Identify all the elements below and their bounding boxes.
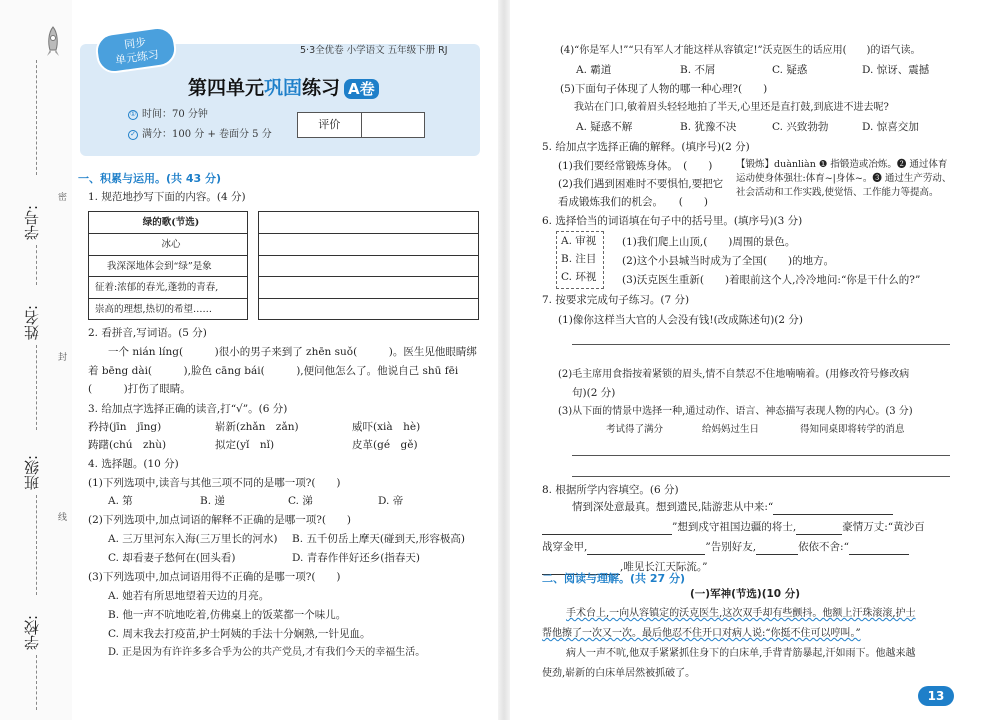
word-bank [556,231,604,289]
reading-choice[interactable]: 踌躇(chú zhù) [88,439,167,451]
poem-table [88,211,248,320]
reading-title: (一)军神(节选)(10 分) [690,588,801,600]
sub-question: (1)下列选项中,读音与其他三项不同的是哪一项?( ) [88,477,341,489]
clock-icon: ① [129,109,137,118]
time-limit: ① 时间：70 分钟 [129,109,208,120]
copy-writing-grid[interactable] [258,211,479,320]
poem-author: 冰心 [89,234,247,256]
sub-question: (2)毛主席用食指按着紧锁的眉头,情不自禁忍不住地喃喃着。(用修改符号修改病 [558,369,910,380]
question-6: 6. 选择恰当的词语填在句子中的括号里。(填序号)(3 分) [542,215,803,227]
pinyin-line: 一个 nián líng( )很小的男子来到了 zhēn suǒ( )。医生见他眼睛绑 [108,346,477,358]
fill-line: 战穿金甲, ”告别好友, 依依不舍:“ [542,540,909,555]
volume-badge: A卷 [344,79,379,99]
section-heading: 二、阅读与理解。(共 27 分) [542,572,686,585]
sync-logo: 同步 单元练习 [94,25,179,76]
page-gutter [498,0,510,720]
answer-line[interactable] [572,344,950,345]
word-option: C. 环视 [561,271,597,284]
option[interactable]: D. 惊喜交加 [862,121,919,133]
option[interactable]: A. 疑惑不解 [576,121,633,133]
school-label: 学校: [23,614,41,650]
option[interactable]: D. 惊讶、震撼 [862,64,930,76]
option[interactable]: C. 周末我去打疫苗,护士阿姨的手法十分娴熟,一针见血。 [108,628,371,640]
poem-line: 征着:浓郁的春光,蓬勃的青春, [89,277,247,299]
page-title: 第四单元巩固练习 A卷 [188,76,379,102]
reading-choice[interactable]: 拟定(yǐ nǐ) [215,439,275,451]
fill-line: ”想到戍守祖国边疆的将士, 豪情万丈:“黄沙百 [542,520,925,535]
reading-paragraph: 手术台上,一向从容镇定的沃克医生,这次双手却有些颤抖。他额上汗珠滚滚,护士 [566,608,916,619]
fold-mark: 密 [58,193,68,203]
reading-paragraph: 使劲,崭新的白床单居然被抓破了。 [542,668,696,679]
option[interactable]: D. 帝 [378,495,404,507]
poem-title: 绿的歌(节选) [89,212,247,234]
pinyin-line: 着 bēng dài( ),脸色 cāng bái( ),便问他怎么了。他说自己 shū fēi [88,365,459,377]
answer-line[interactable] [572,455,950,456]
option[interactable]: C. 却看妻子愁何在(回头看) [108,552,236,564]
eval-field[interactable] [362,113,425,137]
reading-choice[interactable]: 崭新(zhǎn zǎn) [215,421,299,433]
sub-question: (2)下列选项中,加点词语的解释不正确的是哪一项?( ) [88,514,352,526]
student-no-label: 学号: [23,204,41,240]
option[interactable]: B. 他一声不吭地吃着,仿佛桌上的饭菜都一个味儿。 [108,609,347,621]
question-1: 1. 规范地抄写下面的内容。(4 分) [88,191,246,203]
answer-line[interactable] [572,476,950,477]
fill-sentence: (3)沃克医生重新( )着眼前这个人,冷冷地问:“你是干什么的?” [622,274,921,286]
q5-line: (1)我们要经常锻炼身体。 ( ) [558,160,713,172]
reading-choice[interactable]: 矜持(jīn jīng) [88,421,162,433]
option[interactable]: A. 她若有所思地望着天边的月亮。 [108,590,270,602]
fill-sentence: (1)我们爬上山顶,( )周围的景色。 [622,236,796,248]
q5-line: (2)我们遇到困难时不要惧怕,要把它 [558,178,724,190]
fill-line: ,唯见长江天际流。” [542,560,707,575]
fold-mark: 封 [58,353,68,363]
reading-choice[interactable]: 威吓(xià hè) [352,421,421,433]
fold-mark: 线 [58,513,68,523]
option[interactable]: B. 递 [200,495,225,507]
poem-line: 崇高的理想,热切的希望…… [95,304,213,316]
scene-option[interactable]: 得知同桌即将转学的消息 [800,424,905,435]
question-2: 2. 看拼音,写词语。(5 分) [88,327,207,339]
scene-option[interactable]: 给妈妈过生日 [702,424,760,435]
word-option: A. 审视 [561,235,597,247]
eval-label: 评价 [298,113,362,137]
option[interactable]: D. 正是因为有许许多多合乎为公的共产党员,才有我们今天的幸福生活。 [108,647,426,658]
option[interactable]: B. 不屑 [680,64,716,76]
scene-option[interactable]: 考试得了满分 [606,424,664,435]
check-icon: ✓ [128,130,138,140]
name-label: 姓名: [23,304,41,340]
question-8: 8. 根据所学内容填空。(6 分) [542,484,679,496]
dictionary-note: 【锻炼】duànliàn ❶ 指锻造或冶炼。❷ 通过体育运动使身体强壮:体育~|身体~。❸ 通过生产劳动、社会活动和工作实践,使觉悟、工作能力等提高。 [736,159,952,198]
sub-question: (5)下面句子体现了人物的哪一种心理?( ) [560,83,768,95]
poem-line: 我深深地体会到“绿”是象 [89,256,247,278]
sub-question: (4)“你是军人!”“只有军人才能这样从容镇定!”沃克医生的话应用( )的语气读。 [560,45,921,56]
sub-question: 句)(2 分) [572,387,616,399]
option[interactable]: C. 兴致勃勃 [772,121,829,133]
binding-strip [0,0,72,720]
option[interactable]: C. 疑惑 [772,64,808,76]
fill-sentence: (2)这个小县城当时成为了全国( )的地方。 [622,255,835,267]
reading-choice[interactable]: 皮革(gé gě) [352,439,418,451]
question-3: 3. 给加点字选择正确的读音,打“√”。(6 分) [88,403,288,415]
reading-paragraph: 帮他擦了一次又一次。最后他忍不住开口对病人说:“你挺不住可以哼叫。” [542,628,861,639]
option[interactable]: D. 青春作伴好还乡(指春天) [292,552,420,564]
option[interactable]: A. 三万里河东入海(三万里长的河水) [108,533,278,545]
question-5: 5. 给加点字选择正确的解释。(填序号)(2 分) [542,141,750,153]
class-label: 班级: [23,454,41,490]
sub-question: (1)像你这样当大官的人会没有钱!(改成陈述句)(2 分) [558,314,803,326]
option[interactable]: C. 涕 [288,495,313,507]
rocket-icon [44,26,62,58]
option[interactable]: B. 犹豫不决 [680,121,737,133]
section-heading: 一、积累与运用。(共 43 分) [78,172,222,185]
question-7: 7. 按要求完成句子练习。(7 分) [542,294,690,306]
page-number: 13 [918,686,954,706]
reading-paragraph: 病人一声不吭,他双手紧紧抓住身下的白床单,手背青筋暴起,汗如雨下。他越来越 [566,648,916,659]
option[interactable]: A. 霸道 [576,64,612,76]
sub-question: (3)从下面的情景中选择一种,通过动作、语言、神态描写表现人物的内心。(3 分) [558,406,913,417]
pinyin-line: ( )打伤了眼睛。 [88,383,191,395]
word-option: B. 注目 [561,253,597,266]
fill-line: 情到深处意最真。想到遗民,陆游悲从中来:“ [572,500,893,515]
full-score: ✓ 满分：100 分 + 卷面分 5 分 [128,128,272,142]
evaluation-box [297,112,425,138]
option[interactable]: A. 第 [108,495,133,507]
q5-line: 看成锻炼我们的机会。 ( ) [558,196,708,208]
quote-sentence: 我站在门口,敏着眉头轻轻地拍了半天,心里还是直打鼓,到底进不进去呢? [574,102,889,113]
option[interactable]: B. 五千仞岳上摩天(碰到天,形容极高) [292,533,465,545]
question-4: 4. 选择题。(10 分) [88,458,179,470]
sub-question: (3)下列选项中,加点词语用得不正确的是哪一项?( ) [88,571,341,583]
book-info: 5·3全优卷 小学语文 五年级下册 RJ [300,45,448,56]
